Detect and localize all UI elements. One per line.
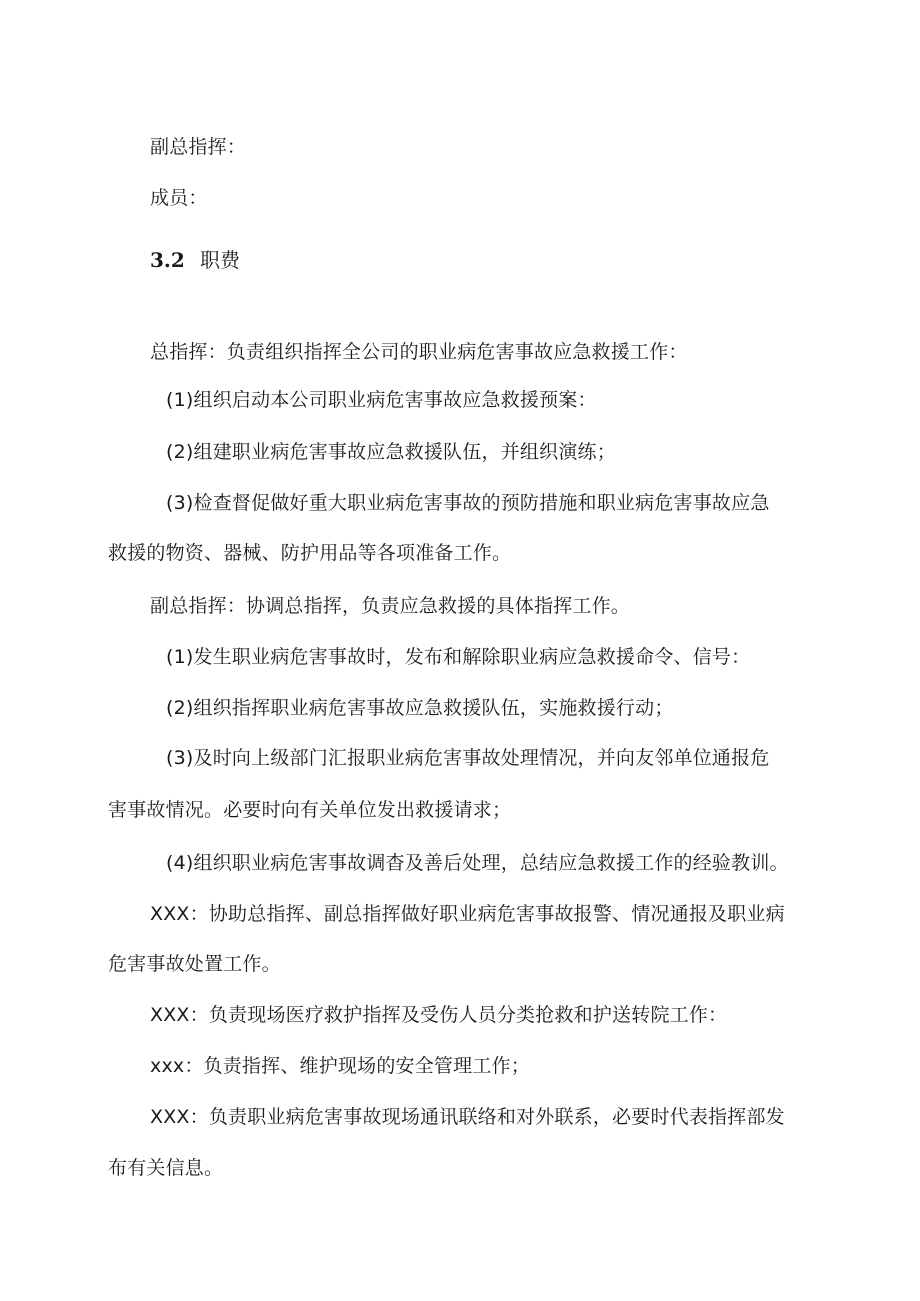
paragraph-line: 布有关信息。: [108, 1157, 224, 1179]
paragraph-line: 总指挥：负责组织指挥全公司的职业病危害事故应急救援工作：: [150, 341, 688, 363]
paragraph-line: 害事故情况。必要时向有关单位发出救援请求；: [108, 799, 512, 821]
paragraph-line: 副总指挥：协调总指挥，负责应急救援的具体指挥工作。: [150, 595, 631, 617]
section-number: 3.2: [150, 248, 185, 272]
paragraph-line: (1)发生职业病危害事故时，发布和解除职业病应急救援命令、信号：: [166, 646, 751, 668]
paragraph-line: (2)组建职业病危害事故应急救援队伍，并组织演练；: [166, 441, 616, 463]
paragraph-line: XXX：负责职业病危害事故现场通讯联络和对外联系，必要时代表指挥部发: [150, 1106, 785, 1128]
paragraph-line: 危害事故处置工作。: [108, 953, 281, 975]
paragraph-line: (2)组织指挥职业病危害事故应急救援队伍，实施救援行动；: [166, 697, 674, 719]
deputy-commander-label: 副总指挥：: [150, 136, 247, 158]
members-label: 成员：: [150, 187, 208, 209]
section-heading: [150, 247, 240, 273]
paragraph-line: XXX：协助总指挥、副总指挥做好职业病危害事故报警、情况通报及职业病: [150, 903, 785, 925]
paragraph-line: (4)组织职业病危害事故调杳及善后处理，总结应急救援工作的经验教训。: [166, 852, 789, 874]
paragraph-line: (3)及时向上级部门汇报职业病危害事故处理情况，并向友邻单位通报危: [166, 747, 770, 769]
paragraph-line: 救援的物资、器械、防护用品等各项准备工作。: [108, 542, 512, 564]
paragraph-line: XXX：负责现场医疗救护指挥及受伤人员分类抢救和护送转院工作：: [150, 1004, 728, 1026]
paragraph-line: (3)检查督促做好重大职业病危害事故的预防措施和职业病危害事故应急: [166, 492, 770, 514]
paragraph-line: xxx：负责指挥、维护现场的安全管理工作；: [150, 1055, 530, 1077]
paragraph-line: (1)组织启动本公司职业病危害事故应急救援预案：: [166, 389, 597, 411]
section-title: 职费: [200, 248, 240, 272]
